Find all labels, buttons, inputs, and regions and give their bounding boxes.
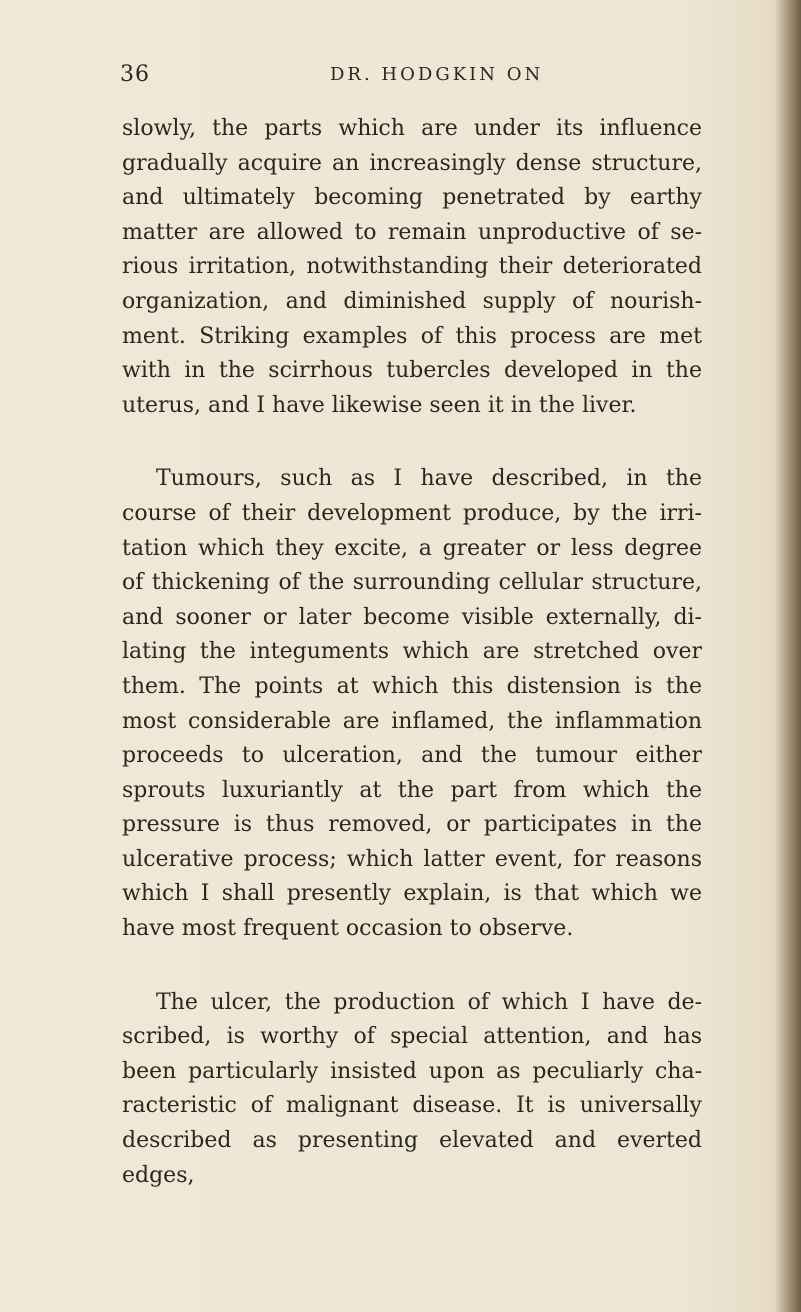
paragraph-2 — [122, 462, 702, 946]
text-line: most considerable are inflamed, the inflammation — [122, 708, 702, 734]
text-line: scribed, is worthy of special attention, and has — [122, 1024, 702, 1050]
page-header — [120, 62, 700, 92]
text-line: ment. Striking examples of this process are met — [122, 323, 702, 349]
text-line: ulcerative process; which latter event, for reasons — [122, 846, 702, 872]
text-line: gradually acquire an increasingly dense structure, — [122, 150, 702, 176]
text-line: been particularly insisted upon as peculiarly cha- — [122, 1058, 702, 1084]
text-line: sprouts luxuriantly at the part from which the — [122, 777, 702, 803]
text-line: rious irritation, notwithstanding their deteriorated — [122, 254, 702, 280]
text-line: of thickening of the surrounding cellular structure, — [122, 570, 702, 596]
page-number: 36 — [120, 62, 150, 87]
running-head: DR. HODGKIN ON — [330, 64, 544, 85]
text-line: slowly, the parts which are under its influence — [122, 116, 702, 141]
text-line: them. The points at which this distension is the — [122, 673, 702, 699]
paragraph-1 — [122, 112, 702, 423]
text-line: which I shall presently explain, is that which we — [122, 881, 702, 907]
text-line: Tumours, such as I have described, in the — [156, 466, 702, 492]
text-line: described as presenting elevated and everted edges, — [122, 1128, 702, 1188]
paragraph-3 — [122, 986, 702, 1188]
text-line: and ultimately becoming penetrated by earthy — [122, 185, 702, 211]
text-line: The ulcer, the production of which I have de- — [156, 989, 702, 1015]
text-line: pressure is thus removed, or participates in the — [122, 812, 702, 838]
text-line: and sooner or later become visible externally, di- — [122, 604, 702, 630]
text-line: tation which they excite, a greater or less degree — [122, 535, 702, 561]
text-line: have most frequent occasion to observe. — [122, 916, 574, 942]
body-text — [122, 112, 702, 1198]
text-line: with in the scirrhous tubercles developed in the — [122, 358, 702, 384]
text-line: lating the integuments which are stretched over — [122, 639, 702, 665]
text-line: organization, and diminished supply of nourish- — [122, 288, 702, 314]
page-gutter-shadow — [775, 0, 801, 1312]
text-line: matter are allowed to remain unproductive of se- — [122, 219, 702, 245]
text-line: proceeds to ulceration, and the tumour either — [122, 743, 702, 769]
text-line: course of their development produce, by the irri- — [122, 500, 702, 526]
text-line: racteristic of malignant disease. It is universally — [122, 1093, 702, 1119]
text-line: uterus, and I have likewise seen it in the liver. — [122, 392, 637, 418]
